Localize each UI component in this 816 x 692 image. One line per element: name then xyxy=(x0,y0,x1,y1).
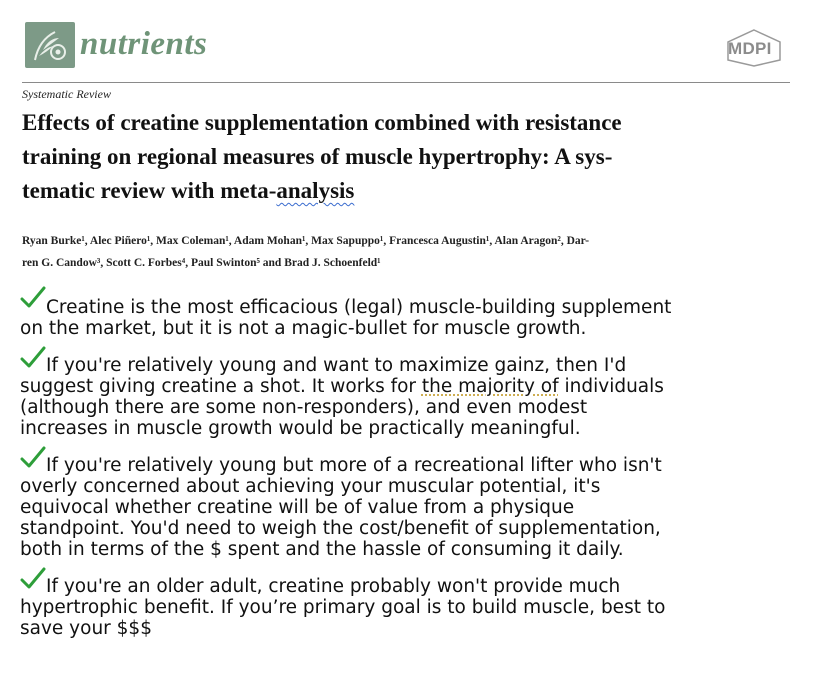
nutrients-logo-icon xyxy=(25,22,75,68)
list-item xyxy=(20,346,792,439)
bullet-line: on the market, but it is not a magic-bullet for muscle growth. xyxy=(20,318,587,339)
journal-name: nutrients xyxy=(80,26,208,62)
bullet-line: standpoint. You'd need to weigh the cost/benefit of supplementation, xyxy=(20,518,661,539)
spellcheck-underlined-word: analysis xyxy=(276,178,355,203)
list-item xyxy=(20,446,792,560)
grammar-underlined-phrase: the majority of xyxy=(421,376,559,397)
list-item xyxy=(20,567,792,639)
title-line: training on regional measures of muscle hypertrophy: A sys- xyxy=(22,144,613,169)
checkmark-icon xyxy=(20,286,46,310)
author-line: ren G. Candow³, Scott C. Forbes⁴, Paul Swinton⁵ and Brad J. Schoenfeld¹ xyxy=(22,257,381,269)
bullet-line: If you're relatively young but more of a recreational lifter who isn't xyxy=(46,455,662,476)
publisher-name: MDPI xyxy=(728,39,772,58)
bullet-line: Creatine is the most efficacious (legal) muscle-building supplement xyxy=(46,297,672,318)
bullet-line xyxy=(20,376,792,397)
author-line: Ryan Burke¹, Alec Piñero¹, Max Coleman¹, Adam Mohan¹, Max Sapuppo¹, Francesca Augustin¹, Alan Aragon², Dar- xyxy=(22,235,590,247)
bullet-line: If you're an older adult, creatine probably won't provide much xyxy=(46,576,621,597)
title-fragment: tematic review with meta- xyxy=(22,178,277,203)
mdpi-logo-icon xyxy=(724,28,784,68)
article-type: Systematic Review xyxy=(22,87,111,101)
takeaway-list xyxy=(20,286,792,646)
journal-header xyxy=(22,20,790,83)
bullet-line: If you're relatively young and want to maximize gainz, then I'd xyxy=(46,355,627,376)
bullet-line: hypertrophic benefit. If you’re primary goal is to build muscle, best to xyxy=(20,597,666,618)
checkmark-icon xyxy=(20,446,46,470)
bullet-line: both in terms of the $ spent and the hassle of consuming it daily. xyxy=(20,539,624,560)
bullet-line: increases in muscle growth would be practically meaningful. xyxy=(20,418,581,439)
checkmark-icon xyxy=(20,567,46,591)
bullet-line: (although there are some non-responders), and even modest xyxy=(20,397,588,418)
title-line xyxy=(22,174,782,208)
article-title xyxy=(22,106,782,208)
bullet-line: overly concerned about achieving your muscular potential, it's xyxy=(20,476,601,497)
list-item xyxy=(20,286,792,339)
author-list xyxy=(22,230,788,274)
bullet-line: equivocal whether creatine will be of value from a physique xyxy=(20,497,575,518)
line-fragment: suggest giving creatine a shot. It works for xyxy=(20,376,422,397)
line-fragment: individuals xyxy=(558,376,664,397)
bullet-line: save your $$$ xyxy=(20,618,152,639)
checkmark-icon xyxy=(20,346,46,370)
title-line: Effects of creatine supplementation combined with resistance xyxy=(22,110,622,135)
